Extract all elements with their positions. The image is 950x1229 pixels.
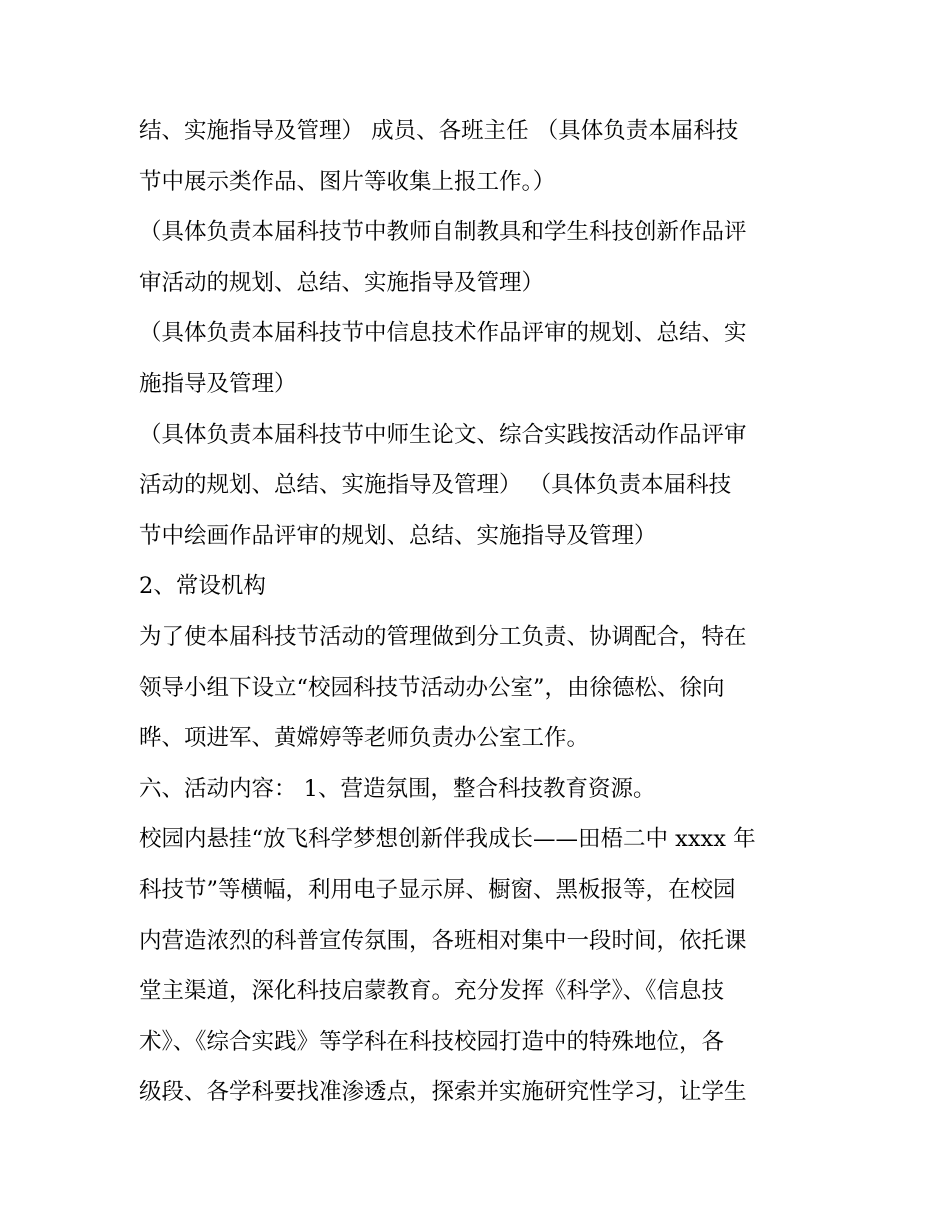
text-line: 施指导及管理） <box>139 370 297 397</box>
text-line: 节中展示类作品、图片等收集上报工作。） <box>139 168 556 195</box>
text-line: （具体负责本届科技节中师生论文、综合实践按活动作品评审 <box>139 421 747 448</box>
section-heading: 六、活动内容： 1、营造氛围，整合科技教育资源。 <box>139 775 656 802</box>
text-line: 活动的规划、总结、实施指导及管理） （具体负责本届科技 <box>139 472 732 499</box>
section-heading: 2、常设机构 <box>139 573 266 600</box>
text-line: 堂主渠道，深化科技启蒙教育。充分发挥《科学》、《信息技 <box>139 978 725 1005</box>
text-line: 领导小组下设立“校园科技节活动办公室”，由徐德松、徐向 <box>139 674 725 701</box>
text-line: 晔、项进军、黄嫦婷等老师负责办公室工作。 <box>139 725 590 752</box>
text-line: （具体负责本届科技节中教师自制教具和学生科技创新作品评 <box>139 219 747 246</box>
text-line: 术》、《综合实践》等学科在科技校园打造中的特殊地位，各 <box>139 1028 725 1055</box>
text-line: 内营造浓烈的科普宣传氛围，各班相对集中一段时间，依托课 <box>139 927 747 954</box>
text-line: 为了使本届科技节活动的管理做到分工负责、协调配合，特在 <box>139 623 747 650</box>
text-line: 节中绘画作品评审的规划、总结、实施指导及管理） <box>139 522 657 549</box>
text-line: （具体负责本届科技节中信息技术作品评审的规划、总结、实 <box>139 320 747 347</box>
text-line: 审活动的规划、总结、实施指导及管理） <box>139 269 545 296</box>
text-line: 校园内悬挂“放飞科学梦想创新伴我成长——田梧二中 xxxx 年 <box>139 826 756 853</box>
text-line: 科技节”等横幅，利用电子显示屏、橱窗、黑板报等，在校园 <box>139 876 736 903</box>
text-line: 结、实施指导及管理） 成员、各班主任 （具体负责本届科技 <box>139 118 739 144</box>
document-body <box>139 106 819 1118</box>
text-line: 级段、各学科要找准渗透点，探索并实施研究性学习，让学生 <box>139 1079 747 1106</box>
